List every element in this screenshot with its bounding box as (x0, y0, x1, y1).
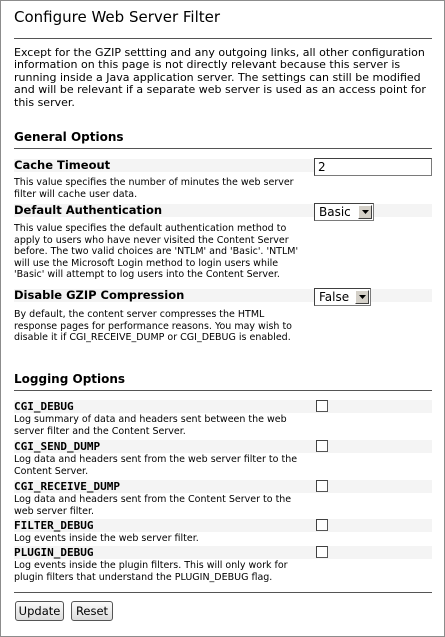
cgi-debug-description: Log summary of data and headers sent between the web server filter and the Content Server. (14, 414, 287, 437)
default-auth-select[interactable] (314, 203, 374, 221)
cache-timeout-label: Cache Timeout (14, 158, 111, 172)
default-auth-label: Default Authentication (14, 203, 163, 217)
chevron-down-icon[interactable] (358, 205, 372, 219)
plugin-debug-description: Log events inside the plugin filters. This will only work for plugin filters that understand the PLUGIN_DEBUG flag. (14, 560, 288, 583)
cgi-debug-label: CGI_DEBUG (14, 400, 74, 413)
title-divider (14, 38, 432, 39)
update-button[interactable]: Update (15, 601, 64, 621)
cgi-send-dump-label: CGI_SEND_DUMP (14, 440, 101, 453)
cgi-receive-dump-checkbox[interactable] (316, 480, 328, 492)
cache-timeout-description: This value specifies the number of minutes the web server filter will cache user data. (14, 177, 294, 200)
chevron-down-icon[interactable] (355, 290, 369, 304)
cgi-receive-dump-description: Log data and headers sent from the Content Server to the web server filter. (14, 494, 292, 517)
cgi-send-dump-description: Log data and headers sent from the web server filter to the Content Server. (14, 454, 298, 477)
cgi-debug-row-band (14, 400, 432, 413)
footer-divider (14, 592, 432, 593)
logging-options-heading: Logging Options (14, 372, 126, 386)
plugin-debug-label: PLUGIN_DEBUG (14, 546, 94, 559)
cgi-send-dump-checkbox[interactable] (316, 440, 328, 452)
general-options-divider (14, 148, 432, 149)
cgi-receive-dump-label: CGI_RECEIVE_DUMP (14, 480, 120, 493)
default-auth-selected-value: Basic (319, 205, 351, 219)
disable-gzip-select[interactable] (314, 288, 371, 306)
disable-gzip-selected-value: False (319, 290, 350, 304)
default-auth-description: This value specifies the default authentication method to apply to users who have never visited the Content Server before. The two valid choices are 'NTLM' and 'Basic'. 'NTLM' will use the Microsoft Login method to login users while 'Basic' will attempt to log users into the Content Server. (14, 223, 299, 281)
page-title: Configure Web Server Filter (14, 8, 221, 26)
logging-options-divider (14, 390, 432, 391)
general-options-heading: General Options (14, 130, 124, 144)
disable-gzip-description: By default, the content server compresses the HTML response pages for performance reasons. You may wish to disable it if CGI_RECEIVE_DUMP or CGI_DEBUG is enabled. (14, 309, 292, 344)
disable-gzip-label: Disable GZIP Compression (14, 288, 185, 302)
cache-timeout-input[interactable]: 2 (314, 158, 432, 176)
filter-debug-checkbox[interactable] (316, 519, 328, 531)
cgi-debug-checkbox[interactable] (316, 400, 328, 412)
plugin-debug-checkbox[interactable] (316, 546, 328, 558)
filter-debug-description: Log events inside the web server filter. (14, 533, 199, 544)
intro-text: Except for the GZIP settting and any outgoing links, all other configuration information on this page is not directly relevant because this server is running inside a Java application server. The settings can still be modified and will be relevant if a separate web server is used as an access point for this server. (14, 46, 426, 109)
reset-button[interactable]: Reset (71, 601, 113, 621)
filter-debug-label: FILTER_DEBUG (14, 519, 94, 532)
